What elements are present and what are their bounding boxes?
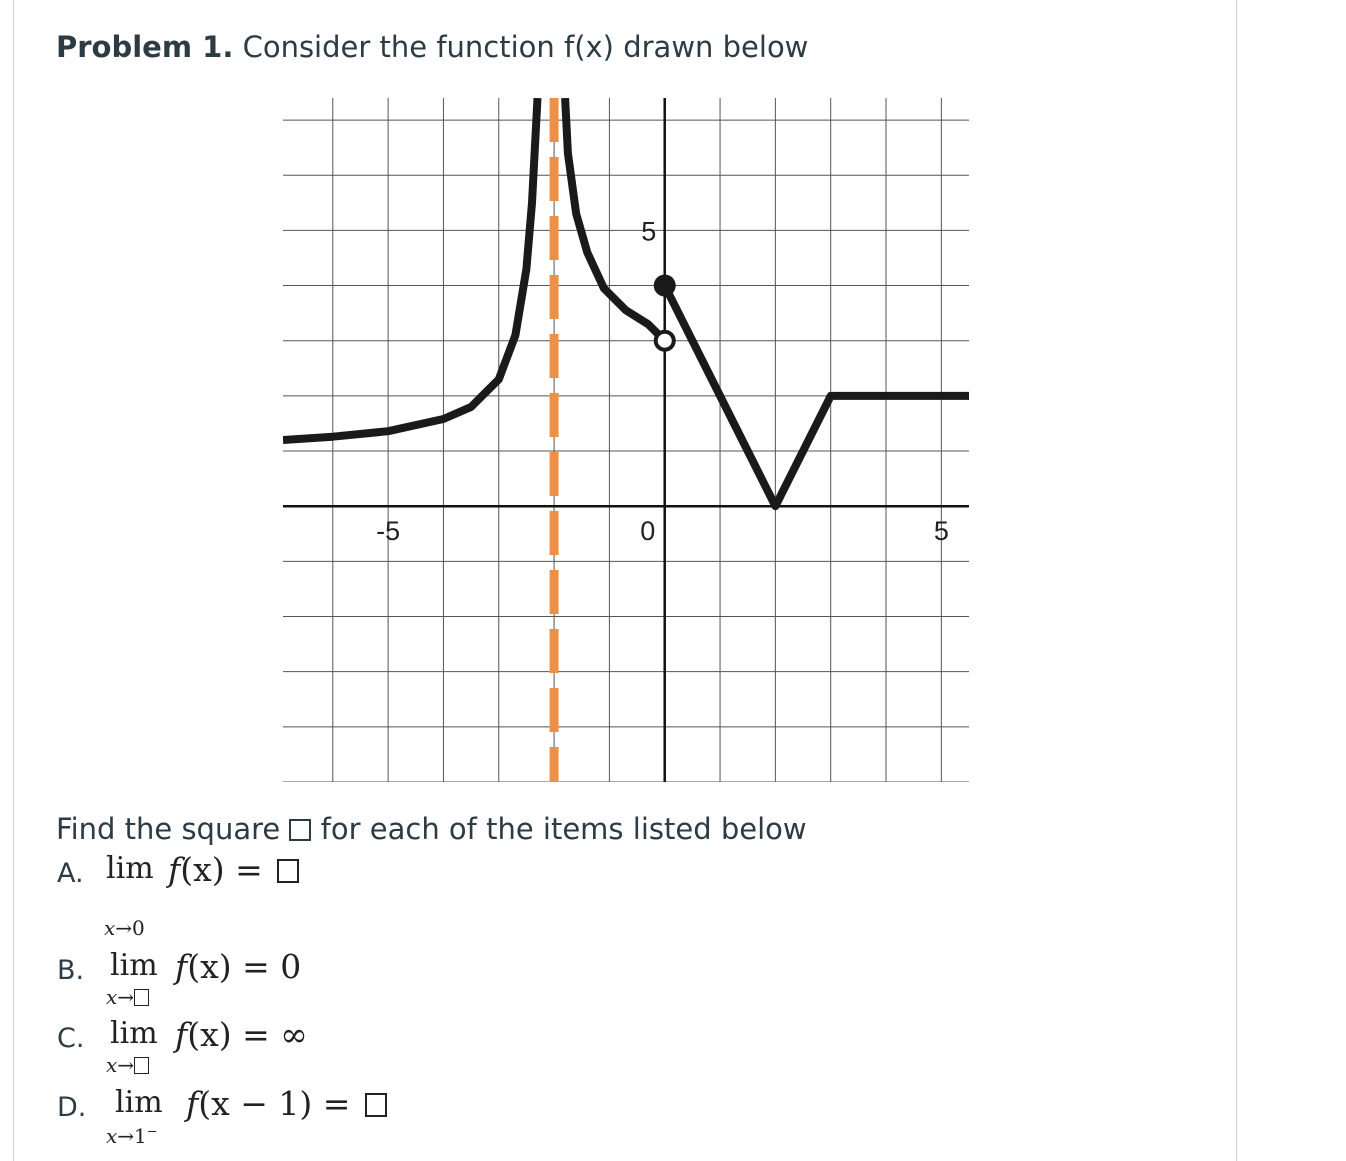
- item-b-letter: B.: [57, 955, 85, 986]
- item-d-lim: lim: [115, 1085, 163, 1120]
- item-c-sub-square-icon: [134, 1057, 149, 1074]
- problem-text: Consider the function f(x) drawn below: [233, 30, 809, 64]
- item-a-sub-var: x: [104, 916, 116, 940]
- item-c-expression: [175, 1015, 308, 1054]
- curve-left-branch: [283, 98, 538, 440]
- item-d-sub-arrow: →: [117, 1124, 135, 1148]
- closed-point: [654, 275, 676, 297]
- item-d-arg: (x − 1): [198, 1084, 313, 1123]
- item-b-sub-arrow: →: [117, 985, 135, 1009]
- item-b-lim: lim: [110, 948, 158, 983]
- item-a-sub-arrow: →: [115, 916, 133, 940]
- item-d-expression: [186, 1084, 387, 1123]
- problem-label: Problem 1.: [56, 30, 234, 64]
- item-d-func: f: [186, 1084, 199, 1123]
- item-a-expression: [168, 850, 299, 889]
- item-c-sub-var: x: [106, 1053, 118, 1077]
- item-b-expression: [175, 947, 301, 986]
- item-a-sub-to: 0: [132, 916, 145, 940]
- item-a-func: f: [168, 850, 181, 889]
- item-d-sub-to: 1: [134, 1124, 147, 1148]
- item-d-sub-sup: −: [146, 1124, 158, 1140]
- item-b-eq: =: [231, 947, 281, 986]
- y-tick-label: 5: [641, 216, 657, 247]
- item-b-func: f: [175, 947, 188, 986]
- x-tick-label: 5: [933, 516, 949, 547]
- item-c-letter: C.: [57, 1023, 85, 1054]
- x-tick-label: -5: [376, 516, 401, 547]
- item-a-eq: =: [224, 850, 274, 889]
- function-graph: [283, 98, 969, 782]
- instructions-suffix: for each of the items listed below: [311, 812, 807, 846]
- item-a-letter: A.: [57, 858, 84, 889]
- x-tick-label: 0: [640, 516, 656, 547]
- item-b-rhs: 0: [280, 947, 302, 986]
- item-b-arg: (x): [187, 947, 232, 986]
- answer-square-icon: [289, 819, 311, 841]
- instructions: [56, 812, 807, 846]
- item-d-eq: =: [312, 1084, 361, 1123]
- item-a-subscript: [104, 916, 145, 940]
- item-b-sub-var: x: [106, 985, 118, 1009]
- item-c-rhs: ∞: [280, 1015, 308, 1054]
- item-d-answer-square-icon: [365, 1093, 387, 1117]
- item-b-subscript: [106, 985, 149, 1009]
- item-c-subscript: [106, 1053, 149, 1077]
- instructions-prefix: Find the square: [56, 812, 281, 846]
- item-c-eq: =: [231, 1015, 281, 1054]
- item-b-sub-square-icon: [134, 989, 149, 1006]
- item-c-lim: lim: [110, 1016, 158, 1051]
- item-c-func: f: [175, 1015, 188, 1054]
- item-c-arg: (x): [187, 1015, 232, 1054]
- item-d-subscript: [106, 1124, 158, 1148]
- item-a-answer-square-icon: [277, 859, 299, 883]
- open-point: [656, 332, 674, 350]
- item-d-letter: D.: [57, 1092, 87, 1123]
- item-c-sub-arrow: →: [117, 1053, 135, 1077]
- item-d-sub-var: x: [106, 1124, 118, 1148]
- item-a-lim: lim: [106, 851, 154, 886]
- item-a-arg: (x): [180, 850, 225, 889]
- problem-title: [56, 30, 808, 64]
